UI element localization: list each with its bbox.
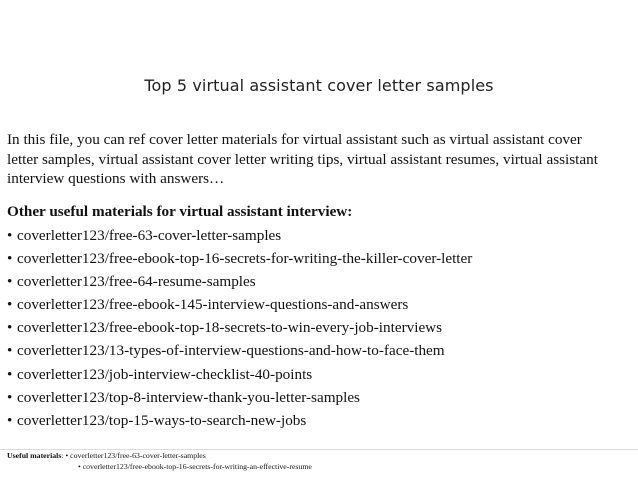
intro-line: In this file, you can ref cover letter materials for virtual assistant such as virtual assistant cover <box>7 131 582 148</box>
intro-paragraph <box>7 130 633 189</box>
bullet-icon: • <box>7 250 13 268</box>
footer-link[interactable]: coverletter123/free-ebook-top-16-secrets-for-writing-an-effective-resume <box>82 461 312 471</box>
material-link[interactable]: coverletter123/free-63-cover-letter-samples <box>17 227 282 244</box>
footer-link[interactable]: coverletter123/free-63-cover-letter-samples <box>70 451 206 460</box>
bullet-icon: • <box>7 388 13 406</box>
footer-row <box>7 462 627 473</box>
footer <box>7 451 627 472</box>
bullet-icon: • <box>7 365 13 383</box>
list-item <box>7 339 627 362</box>
list-item <box>7 270 627 293</box>
list-item <box>7 363 627 386</box>
material-link[interactable]: coverletter123/free-ebook-145-interview-questions-and-answers <box>17 296 409 314</box>
bullet-icon: • <box>78 461 81 471</box>
intro-line: interview questions with answers… <box>7 170 225 187</box>
material-link[interactable]: coverletter123/free-ebook-top-18-secrets-to-win-every-job-interviews <box>17 319 443 337</box>
bullet-icon: • <box>7 227 13 244</box>
bullet-icon: • <box>7 296 13 314</box>
section-heading: Other useful materials for virtual assistant interview: <box>7 203 353 220</box>
material-link[interactable]: coverletter123/job-interview-checklist-40-points <box>17 365 313 383</box>
material-link[interactable]: coverletter123/13-types-of-interview-questions-and-how-to-face-them <box>17 342 445 360</box>
material-link[interactable]: coverletter123/free-ebook-top-16-secrets-for-writing-the-killer-cover-letter <box>17 250 473 268</box>
materials-list <box>7 224 627 432</box>
footer-separator: : <box>61 451 66 460</box>
material-link[interactable]: coverletter123/top-15-ways-to-search-new-jobs <box>17 411 307 429</box>
list-item <box>7 316 627 339</box>
material-link[interactable]: coverletter123/top-8-interview-thank-you-letter-samples <box>17 388 360 406</box>
footer-label: Useful materials <box>7 451 62 460</box>
bullet-icon: • <box>7 319 13 337</box>
material-link[interactable]: coverletter123/free-64-resume-samples <box>17 273 256 291</box>
bullet-icon: • <box>65 451 69 460</box>
footer-row <box>7 451 627 462</box>
bullet-icon: • <box>7 342 13 360</box>
footer-divider <box>0 449 638 450</box>
list-item <box>7 247 627 270</box>
intro-line: letter samples, virtual assistant cover letter writing tips, virtual assistant resumes, virtual assistant <box>7 150 598 168</box>
bullet-icon: • <box>7 273 13 291</box>
list-item <box>7 293 627 316</box>
list-item <box>7 386 627 409</box>
bullet-icon: • <box>7 411 13 429</box>
list-item <box>7 224 627 247</box>
list-item <box>7 409 627 432</box>
page-title: Top 5 virtual assistant cover letter samples <box>144 76 494 95</box>
